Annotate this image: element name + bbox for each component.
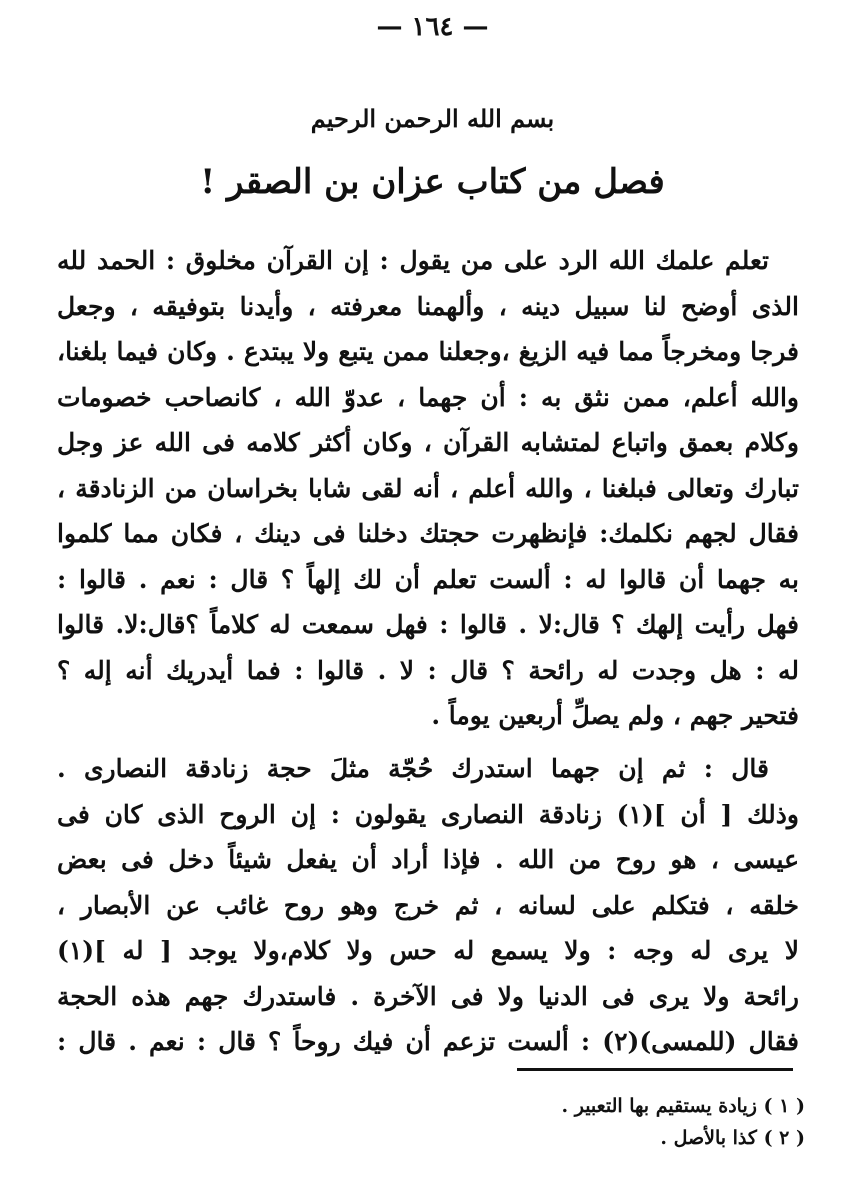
- text-line: وكلام بعمق واتباع لمتشابه القرآن ، وكان أكثر كلامه فى الله عز وجل: [57, 428, 799, 457]
- text-line: فقال لجهم نكلمك: فإنظهرت حجتك دخلنا فى دينك ، فكان مما كلموا: [57, 519, 799, 548]
- text-line: تبارك وتعالى فبلغنا ، والله أعلم ، أنه لقى شابا بخراسان من الزنادقة ،: [57, 473, 799, 503]
- text-line: به جهما أن قالوا له : ألست تعلم أن لك إلهاً ؟ قال : نعم . قالوا :: [57, 564, 799, 594]
- text-line: فرجا ومخرجاً مما فيه الزيغ ،وجعلنا ممن يتبع ولا يبتدع . وكان فيما بلغنا،: [57, 337, 799, 366]
- footnote-divider: [517, 1068, 793, 1071]
- text-line: عيسى ، هو روح من الله . فإذا أراد أن يفعل شيئاً دخل فى بعض: [57, 845, 799, 874]
- footnote: ( ٢ ) كذا بالأصل .: [660, 1127, 805, 1149]
- text-line: وذلك [ أن ](١) زنادقة النصارى يقولون : إن الروح الذى كان فى: [57, 799, 799, 829]
- text-line: له : هل وجدت له رائحة ؟ قال : لا . قالوا : فما أيدريك أنه إله ؟: [57, 655, 799, 685]
- footnotes: [65, 1090, 805, 1154]
- text-line: رائحة ولا يرى فى الدنيا ولا فى الآخرة . فاستدرك جهم هذه الحجة: [57, 981, 799, 1011]
- paragraph-1: [57, 238, 799, 739]
- text-line: تعلم علمك الله الرد على من يقول : إن القرآن مخلوق : الحمد لله: [57, 246, 769, 275]
- text-line: فتحير جهم ، ولم يصلِّ أربعين يوماً .: [431, 701, 799, 730]
- footnote: ( ١ ) زيادة يستقيم بها التعبير .: [561, 1095, 805, 1117]
- text-line: قال : ثم إن جهما استدرك حُجّة مثلَ حجة زنادقة النصارى .: [57, 754, 769, 783]
- text-line: فهل رأيت إلهك ؟ قال:لا . قالوا : فهل سمعت له كلاماً ؟قال:لا. قالوا: [57, 610, 799, 639]
- paragraph-2: [57, 746, 799, 1065]
- section-title: فصل من كتاب عزان بن الصقر !: [200, 162, 665, 202]
- basmala-heading: بسم الله الرحمن الرحيم: [310, 104, 555, 133]
- text-line: فقال (للمسى)(٢) : ألست تزعم أن فيك روحاً ؟ قال : نعم . قال :: [57, 1027, 799, 1056]
- text-line: لا يرى له وجه : ولا يسمع له حس ولا كلام،ولا يوجد [ له ](١): [57, 936, 799, 965]
- text-line: والله أعلم، ممن نثق به : أن جهما ، عدوّ الله ، كانصاحب خصومات: [57, 382, 799, 412]
- text-line: خلقه ، فتكلم على لسانه ، ثم خرج وهو روح غائب عن الأبصار ،: [57, 890, 799, 920]
- text-line: الذى أوضح لنا سبيل دينه ، وألهمنا معرفته ، وأيدنا بتوفيقه ، وجعل: [57, 291, 799, 321]
- page-number: — ١٦٤ —: [376, 12, 489, 42]
